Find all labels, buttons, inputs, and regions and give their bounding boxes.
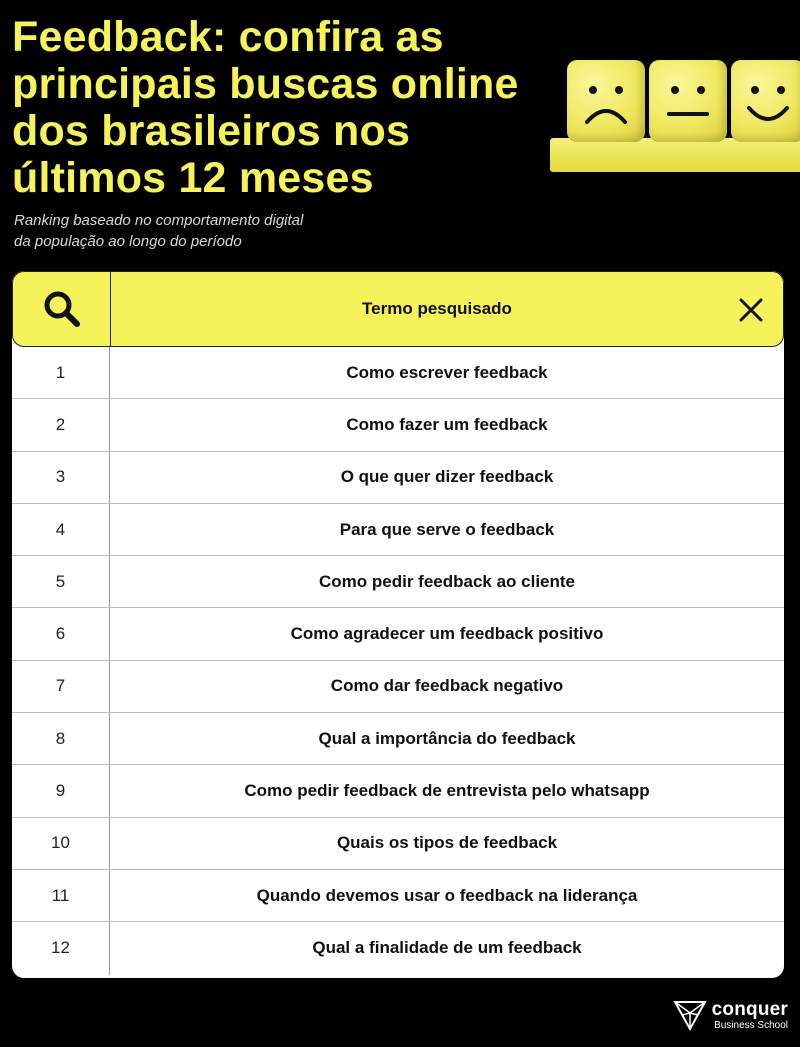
rank-number: 12 <box>12 922 110 974</box>
search-term: Quando devemos usar o feedback na liderança <box>256 885 638 905</box>
rank-number: 8 <box>12 713 110 764</box>
logo-name: conquer <box>711 998 788 1020</box>
rank-number: 5 <box>12 556 110 607</box>
table-row <box>12 556 784 608</box>
search-term: Qual a finalidade de um feedback <box>312 938 582 958</box>
rank-number: 4 <box>12 504 110 555</box>
close-icon <box>738 297 764 323</box>
page-subtitle <box>14 210 434 252</box>
rank-number: 2 <box>12 399 110 450</box>
search-term: Como escrever feedback <box>346 362 548 382</box>
table-row <box>12 870 784 922</box>
table-row <box>12 818 784 870</box>
conquer-logo <box>672 998 788 1032</box>
search-term: Quais os tipos de feedback <box>336 833 558 853</box>
rank-number: 7 <box>12 661 110 712</box>
table-row <box>12 661 784 713</box>
rank-number: 9 <box>12 765 110 816</box>
rank-number: 1 <box>12 347 110 398</box>
column-header: Termo pesquisado <box>362 299 512 318</box>
search-term: Para que serve o feedback <box>339 519 555 539</box>
table-row <box>12 922 784 974</box>
subtitle-line-2: da população ao longo do período <box>14 233 242 250</box>
rank-number: 6 <box>12 608 110 659</box>
search-ranking-table <box>12 271 784 978</box>
rank-number: 10 <box>12 818 110 869</box>
neutral-face-icon <box>649 60 727 142</box>
table-body <box>12 347 784 975</box>
subtitle-line-1: Ranking baseado no comportamento digital <box>14 212 304 229</box>
page-title: Feedback: confira as principais buscas online dos brasileiros nos últimos 12 meses <box>12 13 519 202</box>
table-row <box>12 713 784 765</box>
logo-tagline: Business School <box>714 1019 788 1031</box>
table-row <box>12 765 784 817</box>
search-term: Como agradecer um feedback positivo <box>290 624 604 644</box>
rank-number: 3 <box>12 452 110 503</box>
close-button[interactable] <box>737 296 765 324</box>
search-button[interactable] <box>13 272 111 346</box>
search-term: Como fazer um feedback <box>346 414 548 434</box>
search-term: Qual a importância do feedback <box>318 728 576 748</box>
search-term: O que quer dizer feedback <box>340 467 554 487</box>
happy-face-icon <box>731 60 800 142</box>
feedback-faces-illustration <box>545 50 800 180</box>
wooden-base <box>550 138 800 172</box>
search-term: Como pedir feedback de entrevista pelo whatsapp <box>244 781 650 801</box>
search-icon <box>42 289 82 329</box>
table-row <box>12 347 784 399</box>
sad-face-icon <box>567 60 645 142</box>
rank-number: 11 <box>12 870 110 921</box>
table-row <box>12 608 784 660</box>
search-bar-header <box>12 271 784 347</box>
table-row <box>12 504 784 556</box>
search-term: Como pedir feedback ao cliente <box>318 571 575 591</box>
conquer-logo-icon <box>672 998 708 1032</box>
search-term: Como dar feedback negativo <box>330 676 564 696</box>
table-row <box>12 399 784 451</box>
table-row <box>12 452 784 504</box>
